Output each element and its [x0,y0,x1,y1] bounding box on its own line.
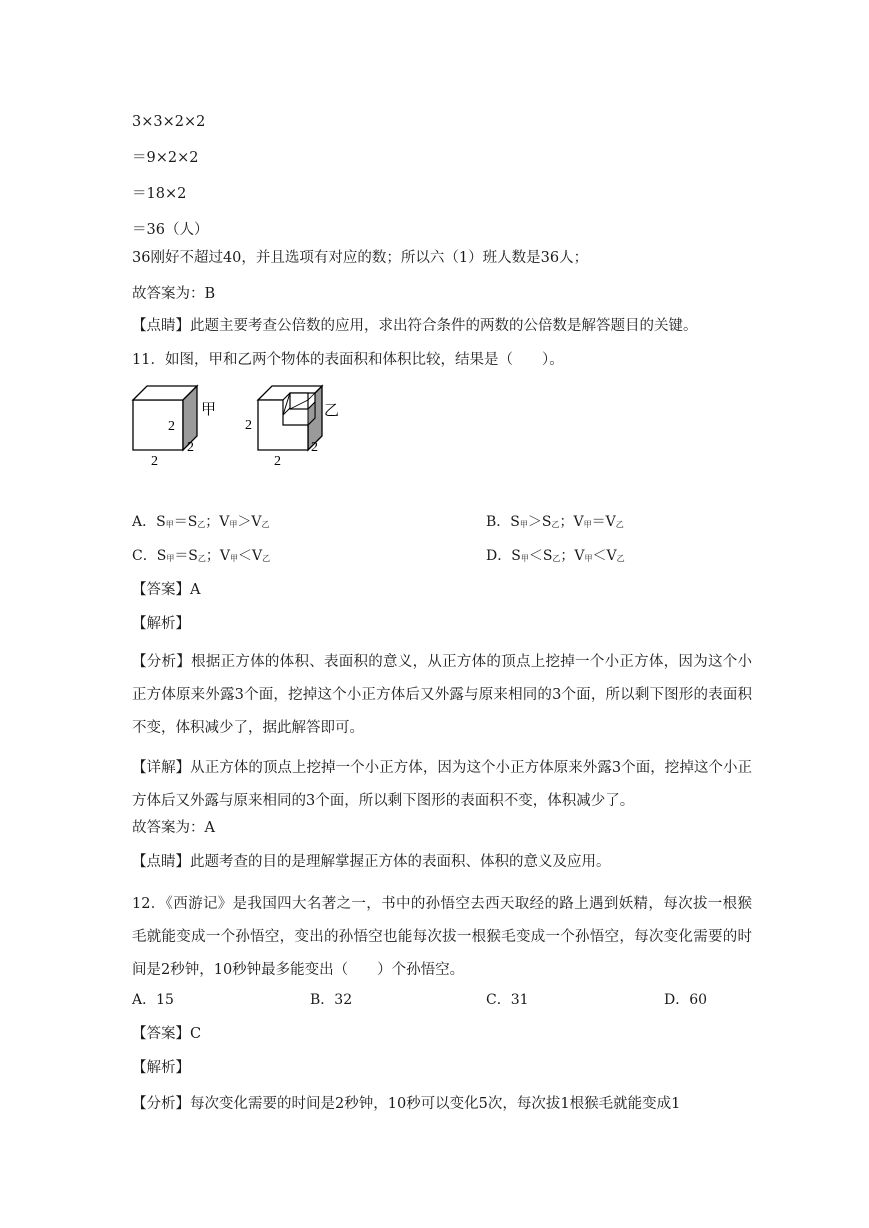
cube-b-label: 乙 [324,401,340,419]
q12-answer: 【答案】C [132,1026,202,1042]
calc-line-3: ＝18×2 [132,186,187,202]
q10-remark: 【点睛】此题主要考查公倍数的应用，求出符合条件的两数的公倍数是解答题目的关键。 [132,318,698,334]
cube-b-dim-bottom: 2 [274,454,281,469]
cube-a-dim-bottom: 2 [151,454,158,469]
q12-question: 12．《西游记》是我国四大名著之一，书中的孙悟空去西天取经的路上遇到妖精，每次拔一根猴毛就能变成一个孙悟空，变出的孙悟空也能每次拔一根猴毛变成一个孙悟空，每次变化需要的时间是2秒钟，10秒钟最多能变出（ ）个孙悟空。 [132,896,752,978]
calc-line-4: ＝36（人） [132,222,209,238]
q12-option-a: A．15 [132,992,174,1008]
q10-conclusion: 36刚好不超过40，并且选项有对应的数；所以六（1）班人数是36人； [132,250,589,266]
q11-answer: 【答案】A [132,582,201,598]
cube-a-dim-side: 2 [187,440,194,455]
q12-option-c: C．31 [486,992,529,1008]
calc-line-1: 3×3×2×2 [132,114,206,130]
q12-analysis: 【分析】每次变化需要的时间是2秒钟，10秒可以变化5次，每次拔1根猴毛就能变成1 [132,1096,681,1112]
q11-option-b: B．$S_甲>S_乙$；$V_甲=V_乙$ [486,514,624,530]
q11-detail: 【详解】从正方体的顶点上挖掉一个小正方体，因为这个小正方体原来外露3个面，挖掉这个小正方体后又外露与原来相同的3个面，所以剩下图形的表面积不变，体积减少了。 [132,760,752,809]
q11-answer-line: 故答案为：A [132,820,215,836]
q11-question: 11．如图，甲和乙两个物体的表面积和体积比较，结果是（ ）。 [132,352,564,368]
cube-a-label: 甲 [201,400,217,418]
q12-option-d: D．60 [664,992,708,1008]
q10-answer-line: 故答案为：B [132,286,216,302]
cube-b-dim-left: 2 [245,418,252,433]
q11-analysis: 【分析】根据正方体的体积、表面积的意义，从正方体的顶点上挖掉一个小正方体，因为这个小正方体原来外露3个面，挖掉这个小正方体后又外露与原来相同的3个面，所以剩下图形的表面积不变，体积减少了，据此解答即可。 [132,654,752,736]
q11-analysis-tag: 【解析】 [132,616,190,632]
calc-line-2: ＝9×2×2 [132,150,199,166]
cube-b-dim-side: 2 [311,440,318,455]
q11-option-a: A．$S_甲=S_乙$；$V_甲>V_乙$ [132,514,270,530]
q12-option-b: B．32 [310,992,353,1008]
cube-figure [125,372,345,472]
q12-analysis-tag: 【解析】 [132,1060,190,1076]
q11-option-d: D．$S_甲<S_乙$；$V_甲<V_乙$ [486,548,625,564]
q11-remark: 【点睛】此题考查的目的是理解掌握正方体的表面积、体积的意义及应用。 [132,854,611,870]
cube-a-dim-front: 2 [168,419,175,434]
q11-option-c: C．$S_甲=S_乙$；$V_甲<V_乙$ [132,548,271,564]
